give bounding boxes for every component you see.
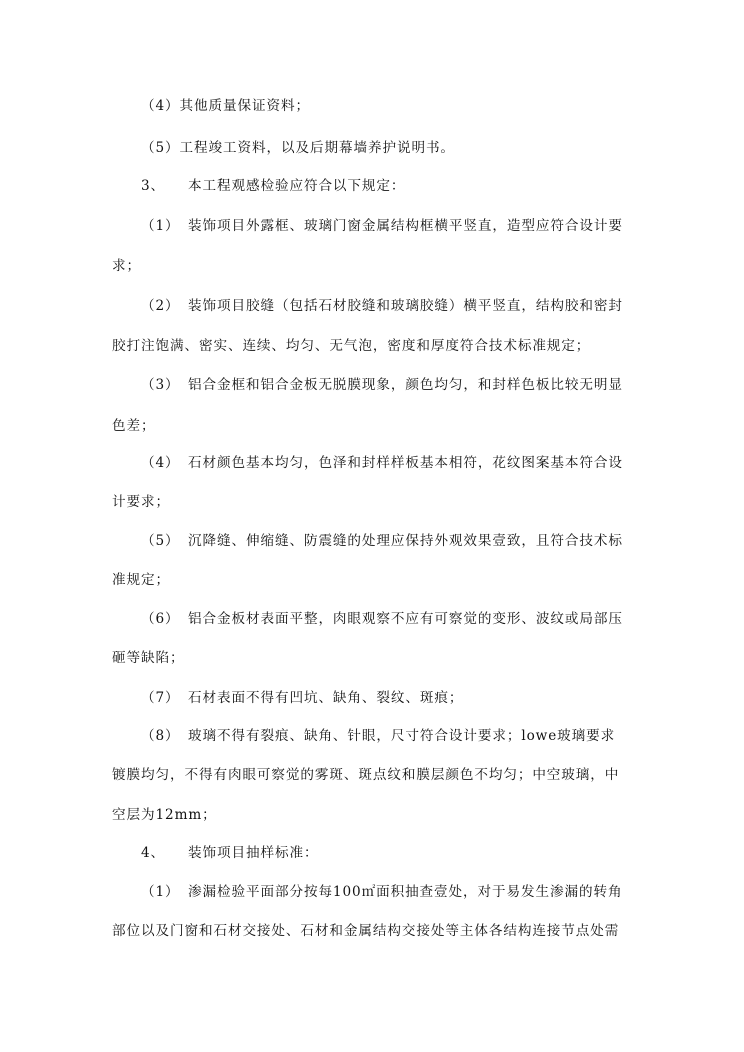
line-text: 玻璃不得有裂痕、缺角、针眼，尺寸符合设计要求；lowe玻璃要求: [188, 728, 616, 744]
item-number: （4）: [141, 455, 180, 471]
line-2: [141, 138, 455, 158]
line-text: 空层为12mm；: [112, 807, 217, 823]
line-12: [141, 531, 623, 551]
line-text: 部位以及门窗和石材交接处、石材和金属结构交接处等主体各结构连接节点处需: [112, 923, 620, 939]
line-15: [112, 648, 184, 668]
line-text: 装饰项目抽样标准：: [188, 845, 319, 861]
line-17: [141, 726, 615, 746]
line-11: [112, 492, 170, 512]
line-7: [112, 336, 590, 356]
line-text: 准规定；: [112, 572, 170, 588]
item-number: （5）: [141, 533, 180, 549]
line-18: [112, 765, 619, 785]
item-number: （6）: [141, 611, 180, 627]
line-13: [112, 570, 170, 590]
line-text: 胶打注饱满、密实、连续、均匀、无气泡，密度和厚度符合技术标准规定；: [112, 338, 591, 354]
item-number: （8）: [141, 728, 180, 744]
line-5: [112, 256, 141, 276]
line-6: [141, 296, 623, 316]
line-text: 装饰项目外露框、玻璃门窗金属结构框横平竖直，造型应符合设计要: [188, 218, 623, 234]
line-21: [141, 882, 622, 902]
line-text: 本工程观感检验应符合以下规定：: [188, 178, 406, 194]
line-14: [141, 609, 623, 629]
line-20: [141, 843, 318, 863]
line-text: 计要求；: [112, 494, 170, 510]
line-8: [141, 375, 623, 395]
item-number: （3）: [141, 377, 180, 393]
line-text: 装饰项目胶缝（包括石材胶缝和玻璃胶缝）横平竖直，结构胶和密封: [188, 298, 623, 314]
item-number: 3、: [141, 178, 166, 194]
item-number: （1）: [141, 884, 180, 900]
item-number: （2）: [141, 298, 180, 314]
line-text: 其他质量保证资料；: [179, 98, 310, 114]
line-10: [141, 453, 623, 473]
item-number: （1）: [141, 218, 180, 234]
line-9: [112, 416, 155, 436]
line-16: [141, 688, 463, 708]
line-text: 沉降缝、伸缩缝、防震缝的处理应保持外观效果壹致，且符合技术标: [188, 533, 623, 549]
line-text: 砸等缺陷；: [112, 650, 185, 666]
line-text: 工程竣工资料，以及后期幕墙养护说明书。: [179, 140, 455, 156]
line-19: [112, 805, 217, 825]
line-text: 求；: [112, 258, 141, 274]
line-text: 石材表面不得有凹坑、缺角、裂纹、斑痕；: [188, 690, 464, 706]
item-number: （7）: [141, 690, 180, 706]
line-text: 镀膜均匀，不得有肉眼可察觉的雾斑、斑点纹和膜层颜色不均匀；中空玻璃，中: [112, 767, 620, 783]
item-number: 4、: [141, 845, 166, 861]
line-3: [141, 176, 405, 196]
line-22: [112, 921, 619, 941]
line-text: 石材颜色基本均匀，色泽和封样样板基本相符，花纹图案基本符合设: [188, 455, 623, 471]
line-text: 铝合金框和铝合金板无脱膜现象，颜色均匀，和封样色板比较无明显: [188, 377, 623, 393]
line-4: [141, 216, 623, 236]
line-text: 铝合金板材表面平整，肉眼观察不应有可察觉的变形、波纹或局部压: [188, 611, 623, 627]
line-text: 色差；: [112, 418, 156, 434]
item-number: （4）: [141, 98, 180, 114]
line-1: [141, 96, 310, 116]
item-number: （5）: [141, 140, 180, 156]
line-text: 渗漏检验平面部分按每100㎡面积抽查壹处，对于易发生渗漏的转角: [188, 884, 623, 900]
